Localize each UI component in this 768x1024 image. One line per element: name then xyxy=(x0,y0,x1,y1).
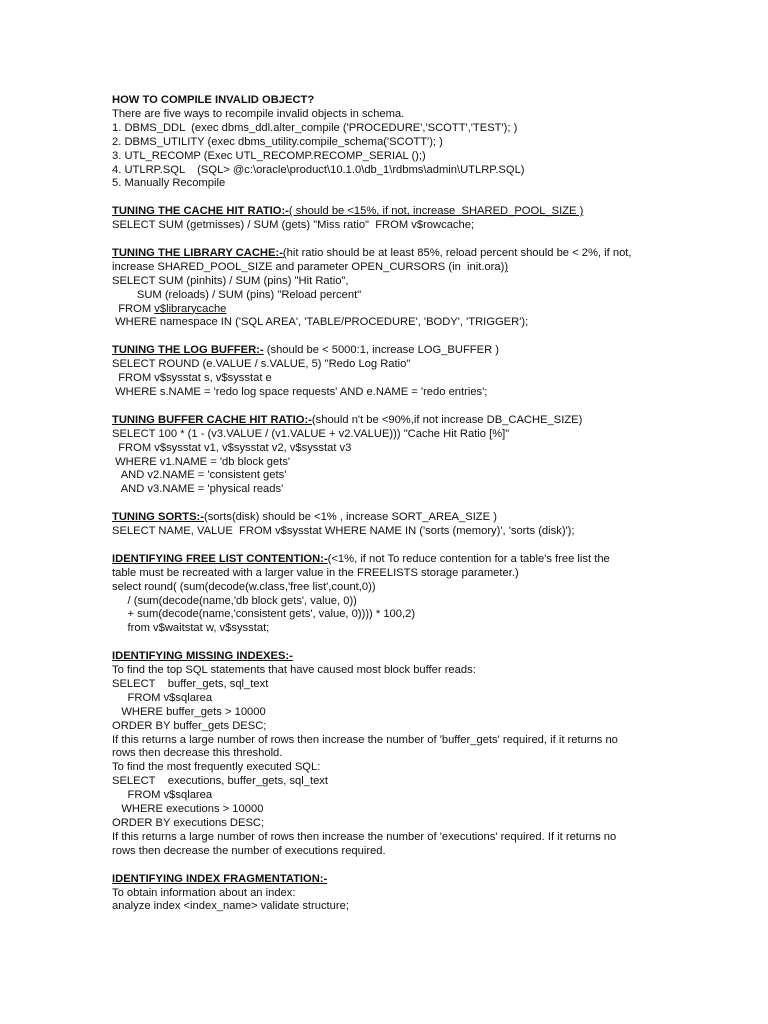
sql-line: ORDER BY executions DESC; xyxy=(112,817,265,830)
compile-title: HOW TO COMPILE INVALID OBJECT? xyxy=(112,94,315,106)
text-line: rows then decrease this threshold. xyxy=(112,747,283,760)
buffer-cache-heading: TUNING BUFFER CACHE HIT RATIO:- xyxy=(112,413,312,426)
compile-item: 1. DBMS_DDL (exec dbms_ddl.alter_compile ('PROCEDURE','SCOTT','TEST'); ) xyxy=(112,121,518,134)
missing-indexes-heading: IDENTIFYING MISSING INDEXES:- xyxy=(112,650,293,663)
sql-line: ORDER BY buffer_gets DESC; xyxy=(112,719,267,732)
sql-line: WHERE namespace IN ('SQL AREA', 'TABLE/PROCEDURE', 'BODY', 'TRIGGER'); xyxy=(112,316,529,329)
sql-line: WHERE executions > 10000 xyxy=(112,803,264,816)
sql-line: WHERE s.NAME = 'redo log space requests' AND e.NAME = 'redo entries'; xyxy=(112,385,488,398)
free-list-heading-line: IDENTIFYING FREE LIST CONTENTION:-(<1%, if not To reduce contention for a table's free list the xyxy=(112,552,610,565)
sql-line: FROM v$sysstat v1, v$sysstat v2, v$sysstat v3 xyxy=(112,441,352,454)
cache-hit-note: ( should be <15%, if not, increase SHARED_POOL_SIZE ) xyxy=(288,205,584,218)
sql-line: FROM v$sysstat s, v$sysstat e xyxy=(112,372,272,385)
sql-line: analyze index <index_name> validate structure; xyxy=(112,900,349,913)
library-cache-note: hit ratio should be at least 85%, reload percent should be < 2%, if not, xyxy=(286,246,632,259)
sql-line: SELECT SUM (pinhits) / SUM (pins) "Hit Ratio", xyxy=(112,274,349,287)
library-cache-note-line: increase SHARED_POOL_SIZE and parameter OPEN_CURSORS (in init.ora)) xyxy=(112,260,509,273)
library-cache-heading: TUNING THE LIBRARY CACHE:- xyxy=(112,246,283,259)
text-line: rows then decrease the number of executions required. xyxy=(112,844,386,857)
sorts-heading-line: TUNING SORTS:-(sorts(disk) should be <1% , increase SORT_AREA_SIZE ) xyxy=(112,511,497,524)
compile-item: 3. UTL_RECOMP (Exec UTL_RECOMP.RECOMP_SERIAL ();) xyxy=(112,149,426,162)
sorts-heading: TUNING SORTS:- xyxy=(112,511,204,524)
sql-line: from v$waitstat w, v$sysstat; xyxy=(112,622,270,635)
fragmentation-heading: IDENTIFYING INDEX FRAGMENTATION:- xyxy=(112,872,328,885)
free-list-note: table must be recreated with a larger value in the FREELISTS storage parameter.) xyxy=(112,566,519,579)
sql-line: AND v2.NAME = 'consistent gets' xyxy=(112,469,287,482)
sql-line: FROM v$sqlarea xyxy=(112,789,213,802)
sql-line: SELECT buffer_gets, sql_text xyxy=(112,677,269,690)
cache-hit-sql: SELECT SUM (getmisses) / SUM (gets) "Miss ratio" FROM v$rowcache; xyxy=(112,219,475,232)
sql-line: SELECT ROUND (e.VALUE / s.VALUE, 5) "Redo Log Ratio" xyxy=(112,358,411,371)
sql-line: SELECT NAME, VALUE FROM v$sysstat WHERE NAME IN ('sorts (memory)', 'sorts (disk)'); xyxy=(112,525,575,538)
sql-line: FROM v$sqlarea xyxy=(112,691,213,704)
sql-line: / (sum(decode(name,'db block gets', value, 0)) xyxy=(112,594,357,607)
free-list-heading: IDENTIFYING FREE LIST CONTENTION:- xyxy=(112,552,328,565)
compile-intro: There are five ways to recompile invalid objects in schema. xyxy=(112,107,405,120)
sql-line: FROM v$librarycache xyxy=(112,302,227,315)
buffer-cache-heading-line: TUNING BUFFER CACHE HIT RATIO:-(should n't be <90%,if not increase DB_CACHE_SIZE) xyxy=(112,413,583,426)
text-line: To find the most frequently executed SQL: xyxy=(112,761,321,774)
log-buffer-heading: TUNING THE LOG BUFFER:- xyxy=(112,344,264,357)
log-buffer-heading-line: TUNING THE LOG BUFFER:- (should be < 5000:1, increase LOG_BUFFER ) xyxy=(112,344,500,357)
cache-hit-heading-line xyxy=(112,205,708,219)
compile-item: 4. UTLRP.SQL (SQL> @c:\oracle\product\10.1.0\db_1\rdbms\admin\UTLRP.SQL) xyxy=(112,163,525,176)
text-line: To find the top SQL statements that have caused most block buffer reads: xyxy=(112,664,476,677)
compile-item: 2. DBMS_UTILITY (exec dbms_utility.compile_schema('SCOTT'); ) xyxy=(112,135,443,148)
sql-line: SUM (reloads) / SUM (pins) "Reload percent" xyxy=(112,288,362,301)
sql-line: select round( (sum(decode(w.class,'free list',count,0)) xyxy=(112,580,376,593)
compile-item: 5. Manually Recompile xyxy=(112,177,226,190)
sql-line: SELECT 100 * (1 - (v3.VALUE / (v1.VALUE + v2.VALUE))) "Cache Hit Ratio [%]" xyxy=(112,427,510,440)
sql-line: SELECT executions, buffer_gets, sql_text xyxy=(112,775,328,788)
sql-line: AND v3.NAME = 'physical reads' xyxy=(112,483,284,496)
librarycache-view-link: v$librarycache xyxy=(154,302,227,315)
text-line: If this returns a large number of rows then increase the number of 'executions' required. If it returns no xyxy=(112,830,617,843)
sql-line: + sum(decode(name,'consistent gets', value, 0)))) * 100,2) xyxy=(112,608,416,621)
sql-line: WHERE v1.NAME = 'db block gets' xyxy=(112,455,291,468)
text-line: To obtain information about an index: xyxy=(112,886,296,899)
sql-line: WHERE buffer_gets > 10000 xyxy=(112,705,266,718)
cache-hit-heading: TUNING THE CACHE HIT RATIO:- xyxy=(112,205,289,218)
library-cache-heading-line: TUNING THE LIBRARY CACHE:-(hit ratio should be at least 85%, reload percent should be < 2%, if not, xyxy=(112,246,632,259)
text-line: If this returns a large number of rows then increase the number of 'buffer_gets' required, if it returns no xyxy=(112,733,618,746)
